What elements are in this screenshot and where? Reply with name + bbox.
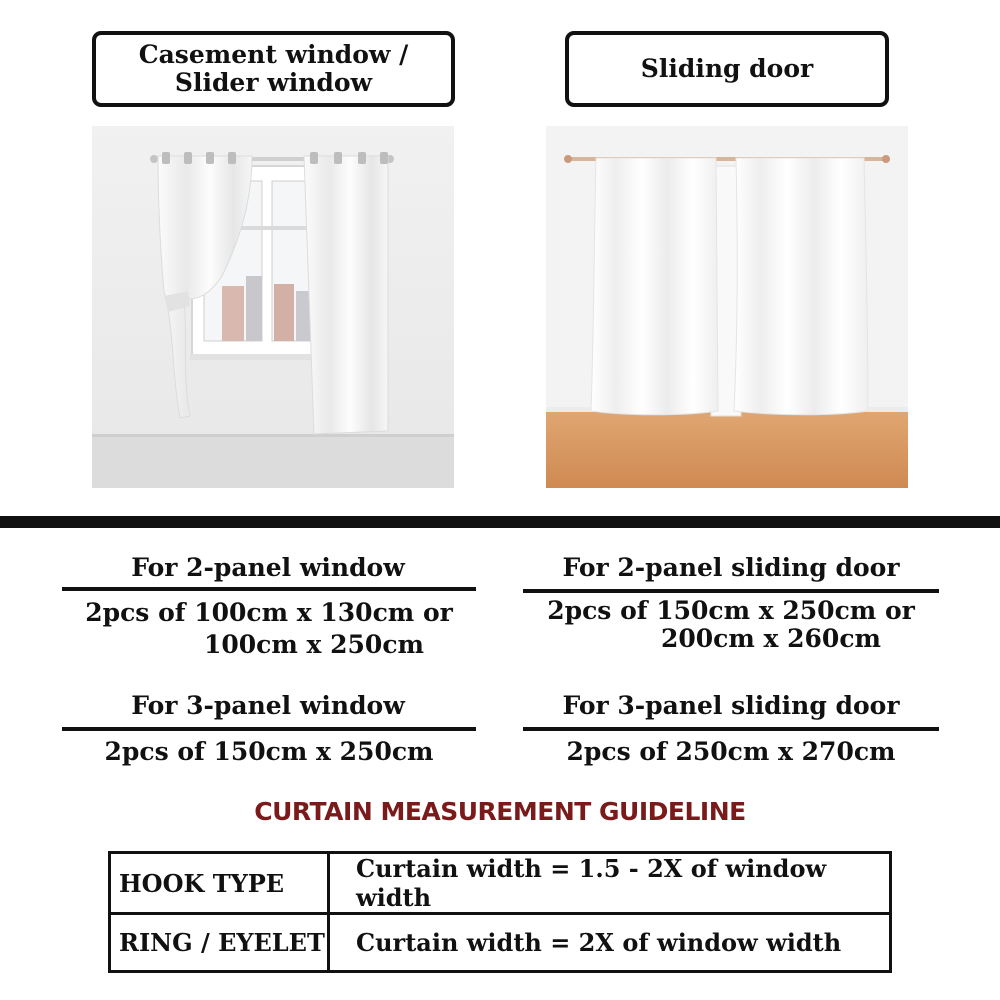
spec-value-line1: 2pcs of 100cm x 130cm or: [85, 598, 453, 627]
spec-title-2-panel-sliding-door: For 2-panel sliding door: [562, 553, 900, 582]
spec-rule: [523, 727, 939, 731]
spec-title-3-panel-window: For 3-panel window: [131, 691, 405, 720]
spec-value-2-panel-window: [62, 597, 476, 661]
spec-value-line1: 2pcs of 150cm x 250cm: [104, 737, 434, 766]
spec-title-2-panel-window: For 2-panel window: [131, 553, 405, 582]
spec-value-line1: 2pcs of 150cm x 250cm or: [547, 596, 915, 625]
spec-rule: [62, 727, 476, 731]
spec-value-line2: 100cm x 250cm: [203, 630, 425, 659]
spec-value-2-panel-sliding-door: [523, 597, 939, 653]
table-row: [110, 914, 891, 972]
casement-window-photo: [92, 126, 454, 488]
spec-value-3-panel-window: [62, 736, 476, 768]
sliding-door-label: [565, 31, 889, 107]
casement-window-label-line2: Slider window: [174, 68, 373, 97]
guideline-table: [108, 851, 892, 973]
spec-value-line1: 2pcs of 250cm x 270cm: [566, 737, 896, 766]
guideline-type-cell: RING / EYELET: [110, 914, 329, 972]
casement-window-label-line1: Casement window /: [138, 40, 409, 69]
guideline-type-cell: HOOK TYPE: [110, 853, 329, 914]
guideline-rule-cell: Curtain width = 1.5 - 2X of window width: [329, 853, 891, 914]
guideline-rule-cell: Curtain width = 2X of window width: [329, 914, 891, 972]
spec-rule: [523, 589, 939, 593]
casement-window-label: [92, 31, 455, 107]
spec-title-3-panel-sliding-door: For 3-panel sliding door: [562, 691, 900, 720]
spec-rule: [62, 587, 476, 591]
spec-value-line2: 200cm x 260cm: [660, 624, 882, 653]
sliding-door-photo: [546, 126, 908, 488]
guideline-title: CURTAIN MEASUREMENT GUIDELINE: [254, 797, 746, 826]
spec-value-3-panel-sliding-door: [523, 736, 939, 768]
sliding-door-label-text: Sliding door: [640, 54, 814, 83]
section-divider: [0, 516, 1000, 528]
table-row: [110, 853, 891, 914]
